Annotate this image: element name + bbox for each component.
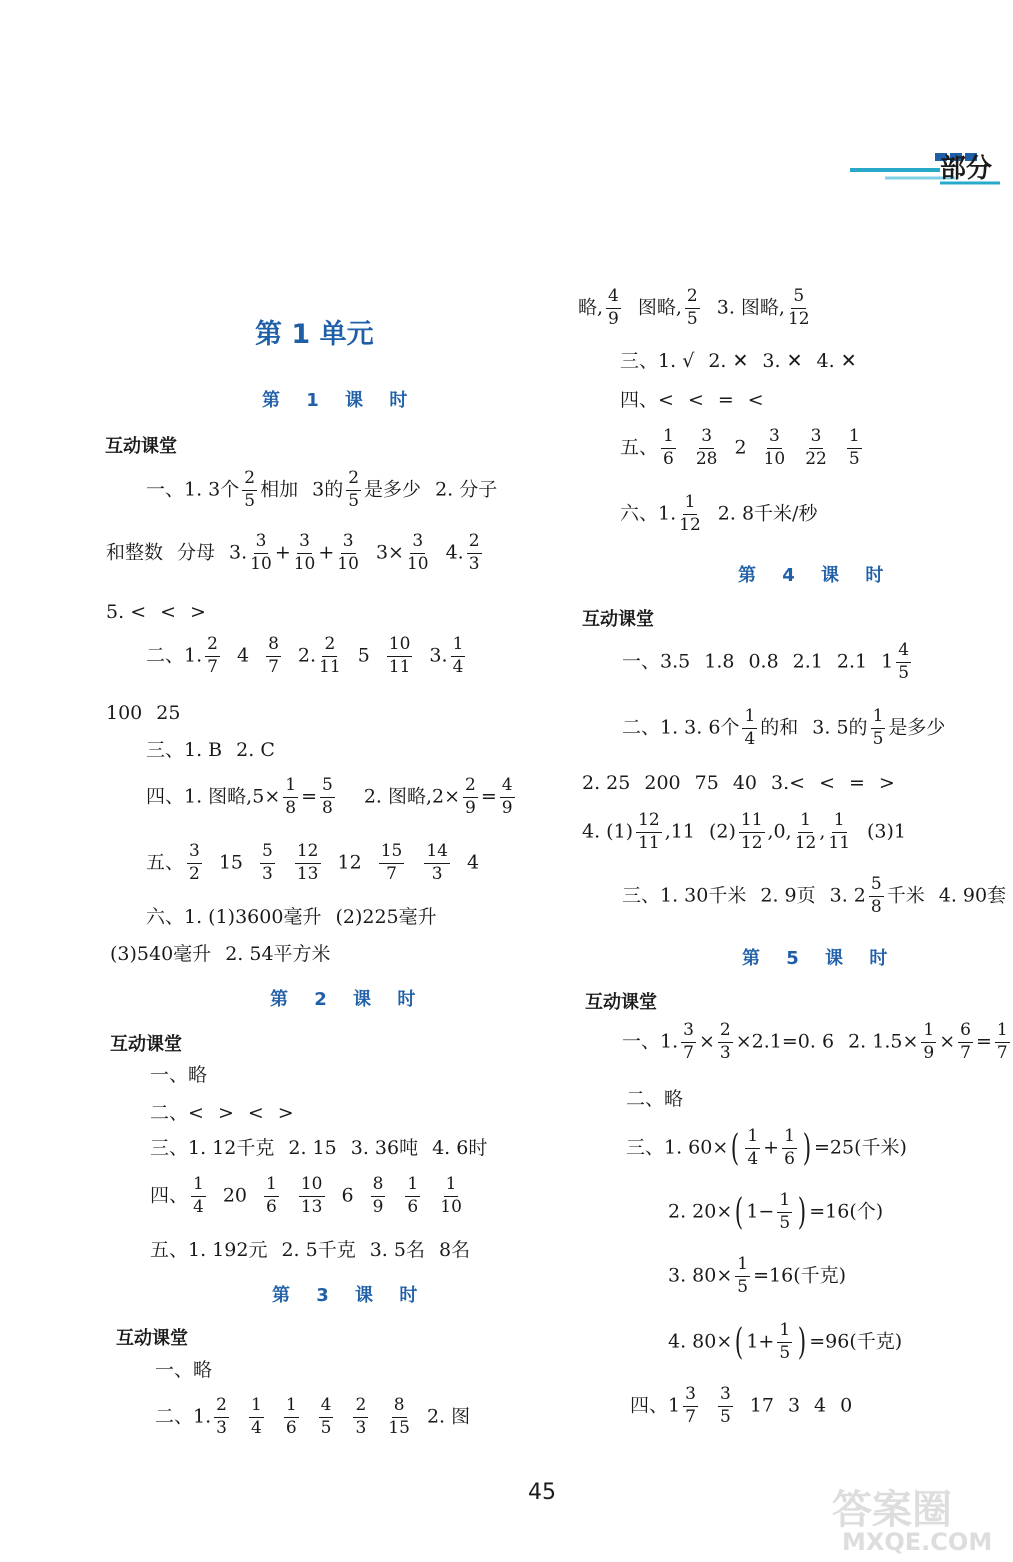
- answer-line: 100 25: [106, 702, 181, 724]
- section-label: 互动课堂: [585, 992, 657, 1013]
- unit-title: 第 1 单元: [255, 319, 374, 350]
- lesson-title-2: 第 2 课 时: [270, 989, 426, 1010]
- watermark-logo: 答案圈: [832, 1487, 952, 1533]
- answer-line: 三、1. √ 2. ✕ 3. ✕ 4. ✕: [620, 350, 857, 372]
- page-number: 45: [528, 1480, 556, 1505]
- answer-line: 略, $\frac{4}{9}$ 图略, $\frac{2}{5}$ 3. 图略, $\frac{5}{12}$: [578, 286, 810, 329]
- header-tag: 部分: [940, 154, 993, 184]
- answer-line: 四、 $\frac{1}{4}$ 20 $\frac{1}{6}$ $\frac{10}{13}$ 6 $\frac{8}{9}$ $\frac{1}{6}$ $\frac{1}{10}$: [150, 1174, 462, 1217]
- answer-line: 一、1. 3个 $\frac{2}{5}$ 相加 3的 $\frac{2}{5}$ 是多少 2. 分子: [146, 468, 498, 511]
- answer-line: 二、1. $\frac{2}{7}$ 4 $\frac{8}{7}$ 2. $\frac{2}{11}$ 5 $\frac{10}{11}$ 3. $\frac{1}{4}$: [146, 634, 464, 677]
- answer-line: 三、1. B 2. C: [146, 739, 275, 761]
- lesson-title-4: 第 4 课 时: [738, 565, 894, 586]
- section-label: 互动课堂: [110, 1034, 182, 1055]
- answer-line: 2. 20×( 1− $\frac{1}{5}$ ) =16(个): [668, 1190, 884, 1233]
- answer-line: 二、1. $\frac{2}{3}$ $\frac{1}{4}$ $\frac{1}{6}$ $\frac{4}{5}$ $\frac{2}{3}$ $\frac{8}{15}$ 2. 图: [155, 1395, 471, 1438]
- answer-line: 六、1. $\frac{1}{12}$ 2. 8千米/秒: [620, 492, 818, 535]
- answer-line: 一、1. $\frac{3}{7}$ × $\frac{2}{3}$ ×2.1=0. 6 2. 1.5× $\frac{1}{9}$ × $\frac{6}{7}$ = $\frac{1}{7}$: [622, 1020, 1008, 1063]
- answer-line: 二、略: [626, 1088, 684, 1110]
- section-label: 互动课堂: [116, 1328, 188, 1349]
- answer-line: 二、< > < >: [150, 1102, 294, 1124]
- answer-line: 五、1. 192元 2. 5千克 3. 5名 8名: [150, 1239, 471, 1261]
- answer-line: 5. < < >: [106, 601, 206, 623]
- answer-line: (3)540毫升 2. 54平方米: [110, 943, 331, 965]
- answer-line: 二、1. 3. 6个 $\frac{1}{4}$ 的和 3. 5的 $\frac{1}{5}$ 是多少: [622, 706, 946, 749]
- answer-line: 五、 $\frac{3}{2}$ 15 $\frac{5}{3}$ $\frac{12}{13}$ 12 $\frac{15}{7}$ $\frac{14}{3}$ 4: [146, 841, 480, 884]
- answer-line: 五、 $\frac{1}{6}$ $\frac{3}{28}$ 2 $\frac{3}{10}$ $\frac{3}{22}$ $\frac{1}{5}$: [620, 426, 860, 469]
- answer-line: 4. (1) $\frac{12}{11}$ ,11 (2) $\frac{11}{12}$ ,0, $\frac{1}{12}$ , $\frac{1}{11}$ (3)1: [582, 810, 907, 853]
- lesson-title-3: 第 3 课 时: [272, 1285, 428, 1306]
- answer-line: 2. 25 200 75 40 3.< < = >: [582, 772, 895, 794]
- answer-line: 一、3.5 1.8 0.8 2.1 2.1 1 $\frac{4}{5}$: [622, 640, 910, 683]
- answer-line: 一、略: [150, 1064, 208, 1086]
- answer-line: 和整数 分母 3. $\frac{3}{10}$ + $\frac{3}{10}$ + $\frac{3}{10}$ 3× $\frac{3}{10}$ 4. $\frac{2}{3}$: [106, 531, 480, 574]
- answer-line: 3. 80× $\frac{1}{5}$ =16(千克): [668, 1254, 847, 1297]
- answer-line: 一、略: [155, 1359, 213, 1381]
- lesson-title-5: 第 5 课 时: [742, 948, 898, 969]
- answer-line: 三、1. 30千米 2. 9页 3. 2 $\frac{5}{8}$ 千米 4. 90套: [622, 874, 1007, 917]
- answer-line: 三、1. 12千克 2. 15 3. 36吨 4. 6时: [150, 1137, 488, 1159]
- section-label: 互动课堂: [105, 436, 177, 457]
- answer-line: 三、1. 60×( $\frac{1}{4}$ + $\frac{1}{6}$ ) =25(千米): [626, 1126, 907, 1169]
- lesson-title-1: 第 1 课 时: [262, 390, 418, 411]
- answer-line: 六、1. (1)3600毫升 (2)225毫升: [146, 906, 437, 928]
- answer-line: 四、1. 图略,5× $\frac{1}{8}$ = $\frac{5}{8}$ 2. 图略,2× $\frac{2}{9}$ = $\frac{4}{9}$: [146, 775, 513, 818]
- answer-line: 4. 80×( 1+ $\frac{1}{5}$ ) =96(千克): [668, 1320, 903, 1363]
- section-label: 互动课堂: [582, 609, 654, 630]
- watermark-url: MXQE.COM: [842, 1528, 993, 1556]
- answer-line: 四、1 $\frac{3}{7}$ $\frac{3}{5}$ 17 3 4 0: [630, 1384, 853, 1427]
- answer-line: 四、< < = <: [620, 389, 764, 411]
